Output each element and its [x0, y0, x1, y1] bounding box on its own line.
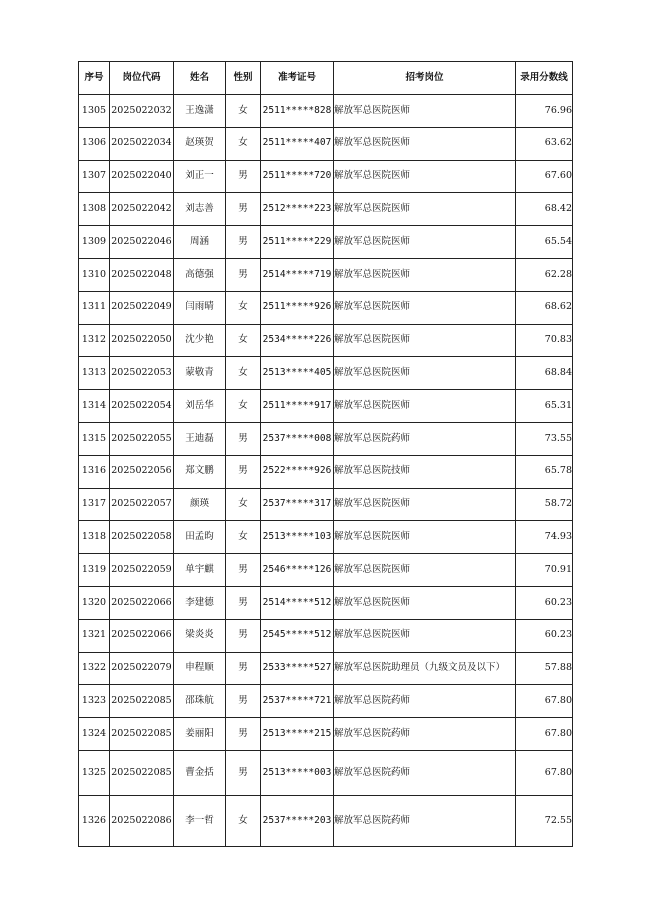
cell-name: 闫雨晴: [174, 291, 226, 324]
cell-position: 解放军总医院医师: [334, 258, 516, 291]
cell-ticket: 2511*****229: [261, 226, 334, 259]
header-code: 岗位代码: [110, 62, 174, 95]
cell-no: 1305: [79, 95, 110, 128]
cell-ticket: 2537*****008: [261, 422, 334, 455]
cell-no: 1309: [79, 226, 110, 259]
cell-code: 2025022085: [110, 685, 174, 718]
cell-position: 解放军总医院助理员（九级文员及以下）: [334, 652, 516, 685]
cell-position: 解放军总医院药师: [334, 718, 516, 751]
table-row: [79, 795, 573, 846]
score-table: [78, 61, 573, 847]
cell-code: 2025022066: [110, 619, 174, 652]
table-row: [79, 127, 573, 160]
cell-score: 70.83: [516, 324, 573, 357]
cell-code: 2025022034: [110, 127, 174, 160]
header-score: 录用分数线: [516, 62, 573, 95]
cell-no: 1317: [79, 488, 110, 521]
cell-score: 67.60: [516, 160, 573, 193]
cell-gender: 男: [226, 750, 261, 795]
cell-ticket: 2545*****512: [261, 619, 334, 652]
cell-ticket: 2537*****317: [261, 488, 334, 521]
table-row: [79, 750, 573, 795]
cell-code: 2025022058: [110, 521, 174, 554]
cell-ticket: 2513*****215: [261, 718, 334, 751]
cell-position: 解放军总医院医师: [334, 127, 516, 160]
cell-score: 60.23: [516, 586, 573, 619]
cell-position: 解放军总医院医师: [334, 554, 516, 587]
cell-no: 1308: [79, 193, 110, 226]
cell-code: 2025022055: [110, 422, 174, 455]
cell-ticket: 2513*****103: [261, 521, 334, 554]
cell-name: 王迪磊: [174, 422, 226, 455]
header-ticket: 准考证号: [261, 62, 334, 95]
cell-gender: 男: [226, 455, 261, 488]
cell-score: 73.55: [516, 422, 573, 455]
cell-gender: 男: [226, 258, 261, 291]
table-row: [79, 390, 573, 423]
cell-score: 67.80: [516, 685, 573, 718]
cell-code: 2025022048: [110, 258, 174, 291]
cell-name: 刘正一: [174, 160, 226, 193]
table-row: [79, 324, 573, 357]
cell-gender: 男: [226, 160, 261, 193]
cell-ticket: 2512*****223: [261, 193, 334, 226]
cell-no: 1311: [79, 291, 110, 324]
cell-no: 1321: [79, 619, 110, 652]
cell-score: 68.42: [516, 193, 573, 226]
cell-code: 2025022086: [110, 795, 174, 846]
cell-name: 沈少艳: [174, 324, 226, 357]
cell-score: 63.62: [516, 127, 573, 160]
table-row: [79, 357, 573, 390]
cell-name: 刘志善: [174, 193, 226, 226]
cell-score: 57.88: [516, 652, 573, 685]
cell-gender: 男: [226, 586, 261, 619]
cell-ticket: 2511*****720: [261, 160, 334, 193]
cell-code: 2025022032: [110, 95, 174, 128]
cell-score: 67.80: [516, 718, 573, 751]
cell-position: 解放军总医院医师: [334, 390, 516, 423]
header-name: 姓名: [174, 62, 226, 95]
cell-no: 1316: [79, 455, 110, 488]
cell-code: 2025022046: [110, 226, 174, 259]
cell-gender: 女: [226, 488, 261, 521]
header-no: 序号: [79, 62, 110, 95]
cell-code: 2025022066: [110, 586, 174, 619]
cell-position: 解放军总医院医师: [334, 619, 516, 652]
table-row: [79, 95, 573, 128]
cell-gender: 女: [226, 357, 261, 390]
cell-ticket: 2511*****828: [261, 95, 334, 128]
cell-no: 1307: [79, 160, 110, 193]
cell-position: 解放军总医院药师: [334, 422, 516, 455]
cell-code: 2025022054: [110, 390, 174, 423]
cell-no: 1310: [79, 258, 110, 291]
cell-position: 解放军总医院技师: [334, 455, 516, 488]
cell-score: 62.28: [516, 258, 573, 291]
cell-name: 曹金括: [174, 750, 226, 795]
cell-name: 周涵: [174, 226, 226, 259]
cell-ticket: 2511*****407: [261, 127, 334, 160]
cell-code: 2025022059: [110, 554, 174, 587]
cell-name: 邵珠航: [174, 685, 226, 718]
cell-no: 1326: [79, 795, 110, 846]
cell-name: 刘岳华: [174, 390, 226, 423]
cell-gender: 女: [226, 291, 261, 324]
cell-score: 65.78: [516, 455, 573, 488]
table-row: [79, 258, 573, 291]
table-row: [79, 685, 573, 718]
cell-name: 姜丽阳: [174, 718, 226, 751]
cell-gender: 女: [226, 795, 261, 846]
cell-score: 70.91: [516, 554, 573, 587]
cell-gender: 女: [226, 95, 261, 128]
table-row: [79, 586, 573, 619]
cell-name: 田孟昀: [174, 521, 226, 554]
cell-ticket: 2513*****003: [261, 750, 334, 795]
cell-no: 1312: [79, 324, 110, 357]
cell-ticket: 2514*****719: [261, 258, 334, 291]
cell-ticket: 2511*****926: [261, 291, 334, 324]
cell-position: 解放军总医院医师: [334, 95, 516, 128]
cell-gender: 男: [226, 193, 261, 226]
cell-name: 单宇麒: [174, 554, 226, 587]
cell-ticket: 2514*****512: [261, 586, 334, 619]
cell-ticket: 2537*****721: [261, 685, 334, 718]
cell-no: 1313: [79, 357, 110, 390]
cell-gender: 男: [226, 554, 261, 587]
cell-position: 解放军总医院医师: [334, 586, 516, 619]
cell-code: 2025022049: [110, 291, 174, 324]
cell-gender: 男: [226, 685, 261, 718]
cell-position: 解放军总医院药师: [334, 685, 516, 718]
table-row: [79, 160, 573, 193]
cell-no: 1323: [79, 685, 110, 718]
cell-gender: 男: [226, 718, 261, 751]
cell-position: 解放军总医院药师: [334, 795, 516, 846]
cell-score: 72.55: [516, 795, 573, 846]
cell-score: 58.72: [516, 488, 573, 521]
cell-ticket: 2511*****917: [261, 390, 334, 423]
cell-name: 王逸潇: [174, 95, 226, 128]
cell-position: 解放军总医院医师: [334, 291, 516, 324]
cell-code: 2025022085: [110, 718, 174, 751]
cell-gender: 女: [226, 324, 261, 357]
cell-ticket: 2534*****226: [261, 324, 334, 357]
cell-no: 1318: [79, 521, 110, 554]
cell-code: 2025022053: [110, 357, 174, 390]
table-row: [79, 488, 573, 521]
cell-name: 赵瑛贺: [174, 127, 226, 160]
table-row: [79, 422, 573, 455]
cell-score: 65.31: [516, 390, 573, 423]
cell-ticket: 2533*****527: [261, 652, 334, 685]
cell-ticket: 2546*****126: [261, 554, 334, 587]
table-row: [79, 652, 573, 685]
cell-score: 76.96: [516, 95, 573, 128]
cell-score: 67.80: [516, 750, 573, 795]
header-position: 招考岗位: [334, 62, 516, 95]
cell-name: 高德强: [174, 258, 226, 291]
table-row: [79, 291, 573, 324]
cell-name: 梁炎炎: [174, 619, 226, 652]
cell-score: 65.54: [516, 226, 573, 259]
cell-position: 解放军总医院医师: [334, 324, 516, 357]
cell-no: 1320: [79, 586, 110, 619]
cell-gender: 男: [226, 226, 261, 259]
cell-no: 1314: [79, 390, 110, 423]
cell-score: 74.93: [516, 521, 573, 554]
cell-code: 2025022050: [110, 324, 174, 357]
cell-no: 1319: [79, 554, 110, 587]
cell-ticket: 2513*****405: [261, 357, 334, 390]
table-row: [79, 718, 573, 751]
cell-code: 2025022057: [110, 488, 174, 521]
cell-name: 郑文鹏: [174, 455, 226, 488]
cell-gender: 男: [226, 619, 261, 652]
cell-no: 1322: [79, 652, 110, 685]
cell-position: 解放军总医院医师: [334, 160, 516, 193]
cell-score: 68.84: [516, 357, 573, 390]
header-row: [79, 62, 573, 95]
cell-position: 解放军总医院医师: [334, 193, 516, 226]
cell-code: 2025022079: [110, 652, 174, 685]
cell-position: 解放军总医院药师: [334, 750, 516, 795]
table-row: [79, 521, 573, 554]
cell-name: 李建德: [174, 586, 226, 619]
cell-position: 解放军总医院医师: [334, 521, 516, 554]
cell-gender: 男: [226, 652, 261, 685]
cell-name: 颜瑛: [174, 488, 226, 521]
cell-code: 2025022040: [110, 160, 174, 193]
cell-name: 李一哲: [174, 795, 226, 846]
cell-ticket: 2522*****926: [261, 455, 334, 488]
cell-no: 1324: [79, 718, 110, 751]
cell-gender: 女: [226, 521, 261, 554]
cell-no: 1315: [79, 422, 110, 455]
cell-position: 解放军总医院医师: [334, 488, 516, 521]
cell-code: 2025022056: [110, 455, 174, 488]
cell-position: 解放军总医院医师: [334, 226, 516, 259]
table-row: [79, 455, 573, 488]
cell-position: 解放军总医院医师: [334, 357, 516, 390]
header-gender: 性别: [226, 62, 261, 95]
table-row: [79, 226, 573, 259]
cell-name: 申程顺: [174, 652, 226, 685]
cell-gender: 男: [226, 422, 261, 455]
cell-gender: 女: [226, 390, 261, 423]
cell-score: 68.62: [516, 291, 573, 324]
cell-name: 蒙敬青: [174, 357, 226, 390]
table-row: [79, 619, 573, 652]
cell-no: 1306: [79, 127, 110, 160]
cell-gender: 女: [226, 127, 261, 160]
table-row: [79, 554, 573, 587]
cell-no: 1325: [79, 750, 110, 795]
cell-code: 2025022042: [110, 193, 174, 226]
table-row: [79, 193, 573, 226]
cell-score: 60.23: [516, 619, 573, 652]
cell-ticket: 2537*****203: [261, 795, 334, 846]
cell-code: 2025022085: [110, 750, 174, 795]
